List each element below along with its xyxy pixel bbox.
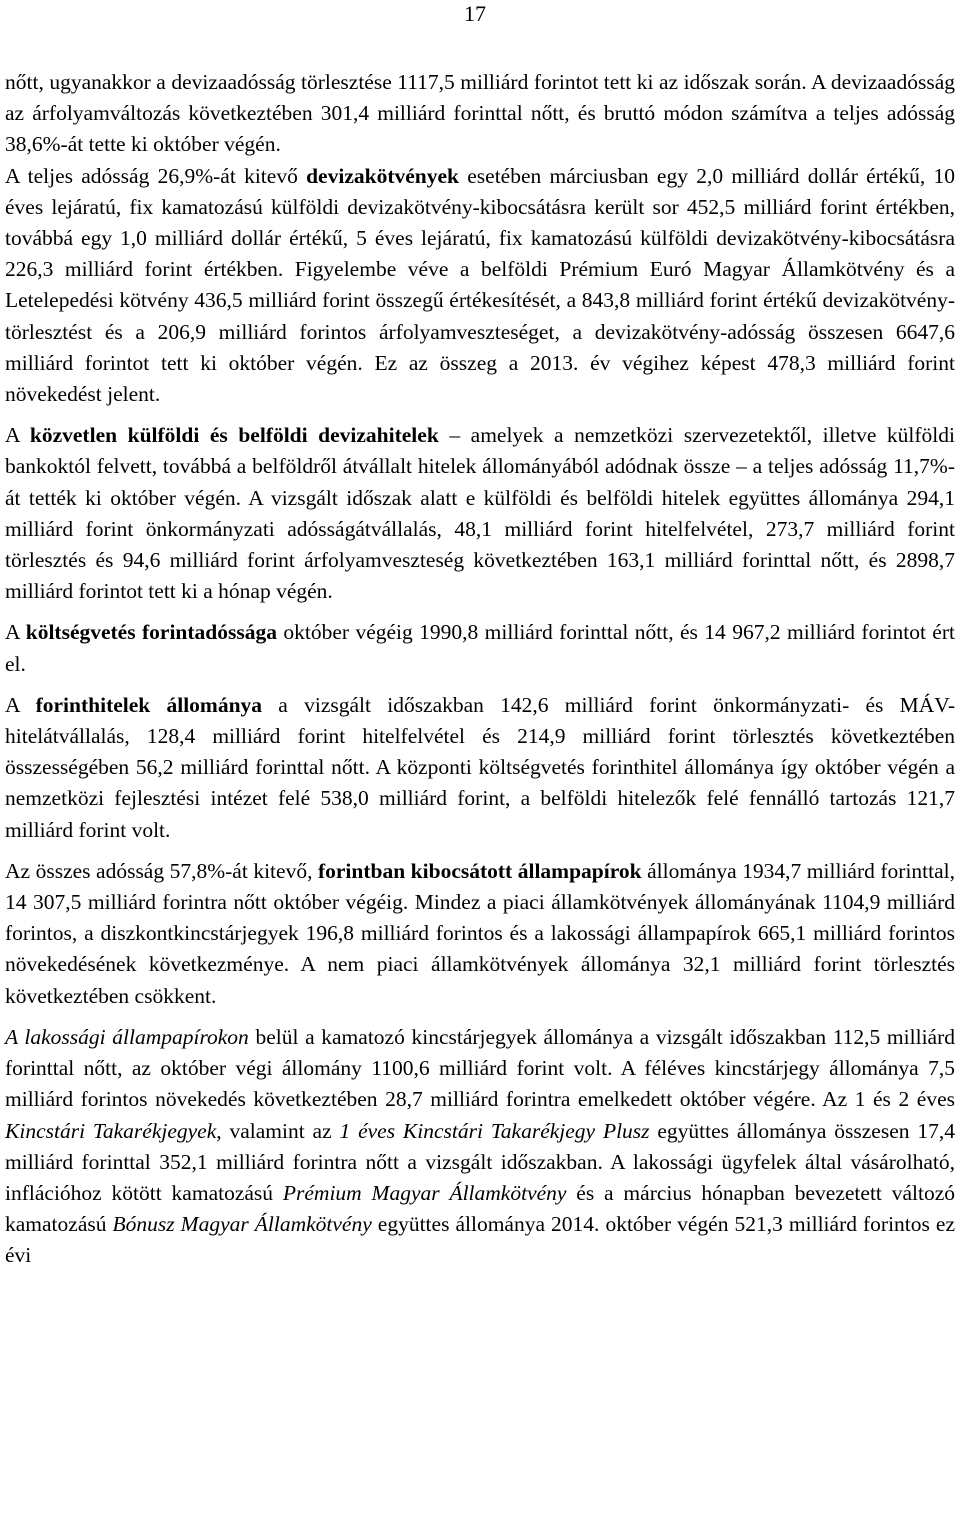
text-run: együttes állománya 2014. október végén 521,3 milliárd forintos ez évi — [5, 1212, 955, 1268]
document-body — [5, 67, 955, 1272]
text-run: együttes állománya összesen 17,4 milliárd forinttal 352,1 milliárd forintra nőtt a vizsgált időszakban. A lakossági ügyfelek által vásárolható, inflációhoz kötött kamatozású — [5, 1118, 955, 1205]
text-run: október végéig 1990,8 milliárd forinttal nőtt, és 14 967,2 milliárd forintot ért el. — [5, 620, 955, 676]
text-run: esetében márciusban egy 2,0 milliárd dollár értékű, 10 éves lejáratú, fix kamatozású külföldi devizakötvény-kibocsátásra került sor 452,5 milliárd forint értékben, továbbá egy 1,0 milliárd dollár értékű, 5 éves lejáratú, fix kamatozású külföldi devizakötvény-kibocsátásra 226,3 milliárd forint értékben. Figyelembe véve a belföldi Prémium Euró Magyar Államkötvény és a Letelepedési kötvény 436,5 milliárd forint összegű értékesítését, a 843,8 milliárd forint értékű devizakötvény-törlesztést és a 206,9 milliárd forintos árfolyamveszteséget, a devizakötvény-adósság összesen 6647,6 milliárd forintot tett ki október végén. Ez az összeg a 2013. év végihez képest 478,3 milliárd forint növekedést jelent. — [5, 163, 956, 407]
text-run: A — [5, 423, 30, 448]
paragraph-devizakotvenyek — [5, 161, 955, 411]
italic-term: Bónusz Magyar Államkötvény — [112, 1212, 372, 1237]
paragraph-forinthitelek — [5, 690, 955, 846]
paragraph-devizaadossag — [5, 67, 955, 161]
text-run: nőtt, ugyanakkor a devizaadósság törlesztése 1117,5 milliárd forintot tett ki az időszak során. A devizaadósság az árfolyamváltozás következtében 301,4 milliárd forinttal nőtt, és bruttó módon számítva a teljes adósság 38,6%-át tette ki október végén. — [5, 70, 955, 157]
paragraph-forintadossag — [5, 617, 955, 679]
italic-term: 1 éves Kincstári Takarékjegy Plusz — [339, 1118, 650, 1143]
italic-term: Kincstári Takarékjegyek, — [5, 1118, 222, 1143]
bold-term: forintban kibocsátott állampapírok — [317, 858, 642, 883]
page-number: 17 — [464, 1, 486, 26]
text-run: a vizsgált időszakban 142,6 milliárd forint önkormányzati- és MÁV- hitelátvállalás, 128,4 milliárd forint hitelfelvétel és 214,9 milliárd forint törlesztés következtében összességében 56,2 milliárd forinttal nőtt. A központi költségvetés forinthitel állománya így október végén a nemzetközi fejlesztési intézet felé 538,0 milliárd forint, a belföldi hitelezők felé fennálló tartozás 121,7 milliárd forint volt. — [5, 692, 956, 842]
italic-term: Prémium Magyar Államkötvény — [282, 1180, 567, 1205]
italic-term: A lakossági állampapírokon — [5, 1024, 249, 1049]
text-run: állománya 1934,7 milliárd forinttal, 14 307,5 milliárd forintra nőtt október végéig. Mindez a piaci államkötvények állományának 1104,9 milliárd forintos, a diszkontkincstárjegyek 196,8 milliárd forintos és a lakossági állampapírok 665,1 milliárd forintos növekedésének következménye. A nem piaci államkötvények állománya 32,1 milliárd forint törlesztés következtében csökkent. — [5, 858, 956, 1008]
text-run: és a március hónapban bevezetett változó kamatozású — [5, 1180, 956, 1237]
paragraph-devizahitelek — [5, 420, 955, 607]
text-run: – amelyek a nemzetközi szervezetektől, illetve külföldi bankoktól felvett, továbbá a belföldről átvállalt hitelek állományából adódnak össze – a teljes adósság 11,7%-át tették ki október végén. A vizsgált időszak alatt e külföldi és belföldi hitelek együttes állománya 294,1 milliárd forint önkormányzati adósságátvállalás, 48,1 milliárd forint hitelfelvétel, 273,7 milliárd forint törlesztés és 94,6 milliárd forint árfolyamveszteség következtében 163,1 milliárd forinttal nőtt, és 2898,7 milliárd forintot tett ki a hónap végén. — [5, 423, 955, 604]
text-run: A — [5, 692, 36, 717]
text-run: Az összes adósság 57,8%-át kitevő, — [5, 858, 318, 883]
text-run: A teljes adósság 26,9%-át kitevő — [5, 163, 307, 188]
text-run: A — [5, 620, 26, 645]
bold-term: forinthitelek állománya — [35, 692, 263, 717]
text-run: belül a kamatozó kincstárjegyek állománya a vizsgált időszakban 112,5 milliárd forinttal nőtt, az október végi állomány 1100,6 milliárd forint volt. A féléves kincstárjegy állománya 7,5 milliárd forintos növekedés következtében 28,7 milliárd forintra emelkedett október végére. Az 1 és 2 éves — [5, 1024, 955, 1112]
text-run: valamint az — [221, 1118, 340, 1143]
paragraph-forint-allampapirok — [5, 856, 955, 1012]
bold-term: devizakötvények — [306, 163, 459, 188]
bold-term: költségvetés forintadóssága — [25, 620, 277, 645]
paragraph-lakossagi-allampapirok — [5, 1022, 955, 1272]
bold-term: közvetlen külföldi és belföldi devizahitelek — [29, 423, 439, 448]
